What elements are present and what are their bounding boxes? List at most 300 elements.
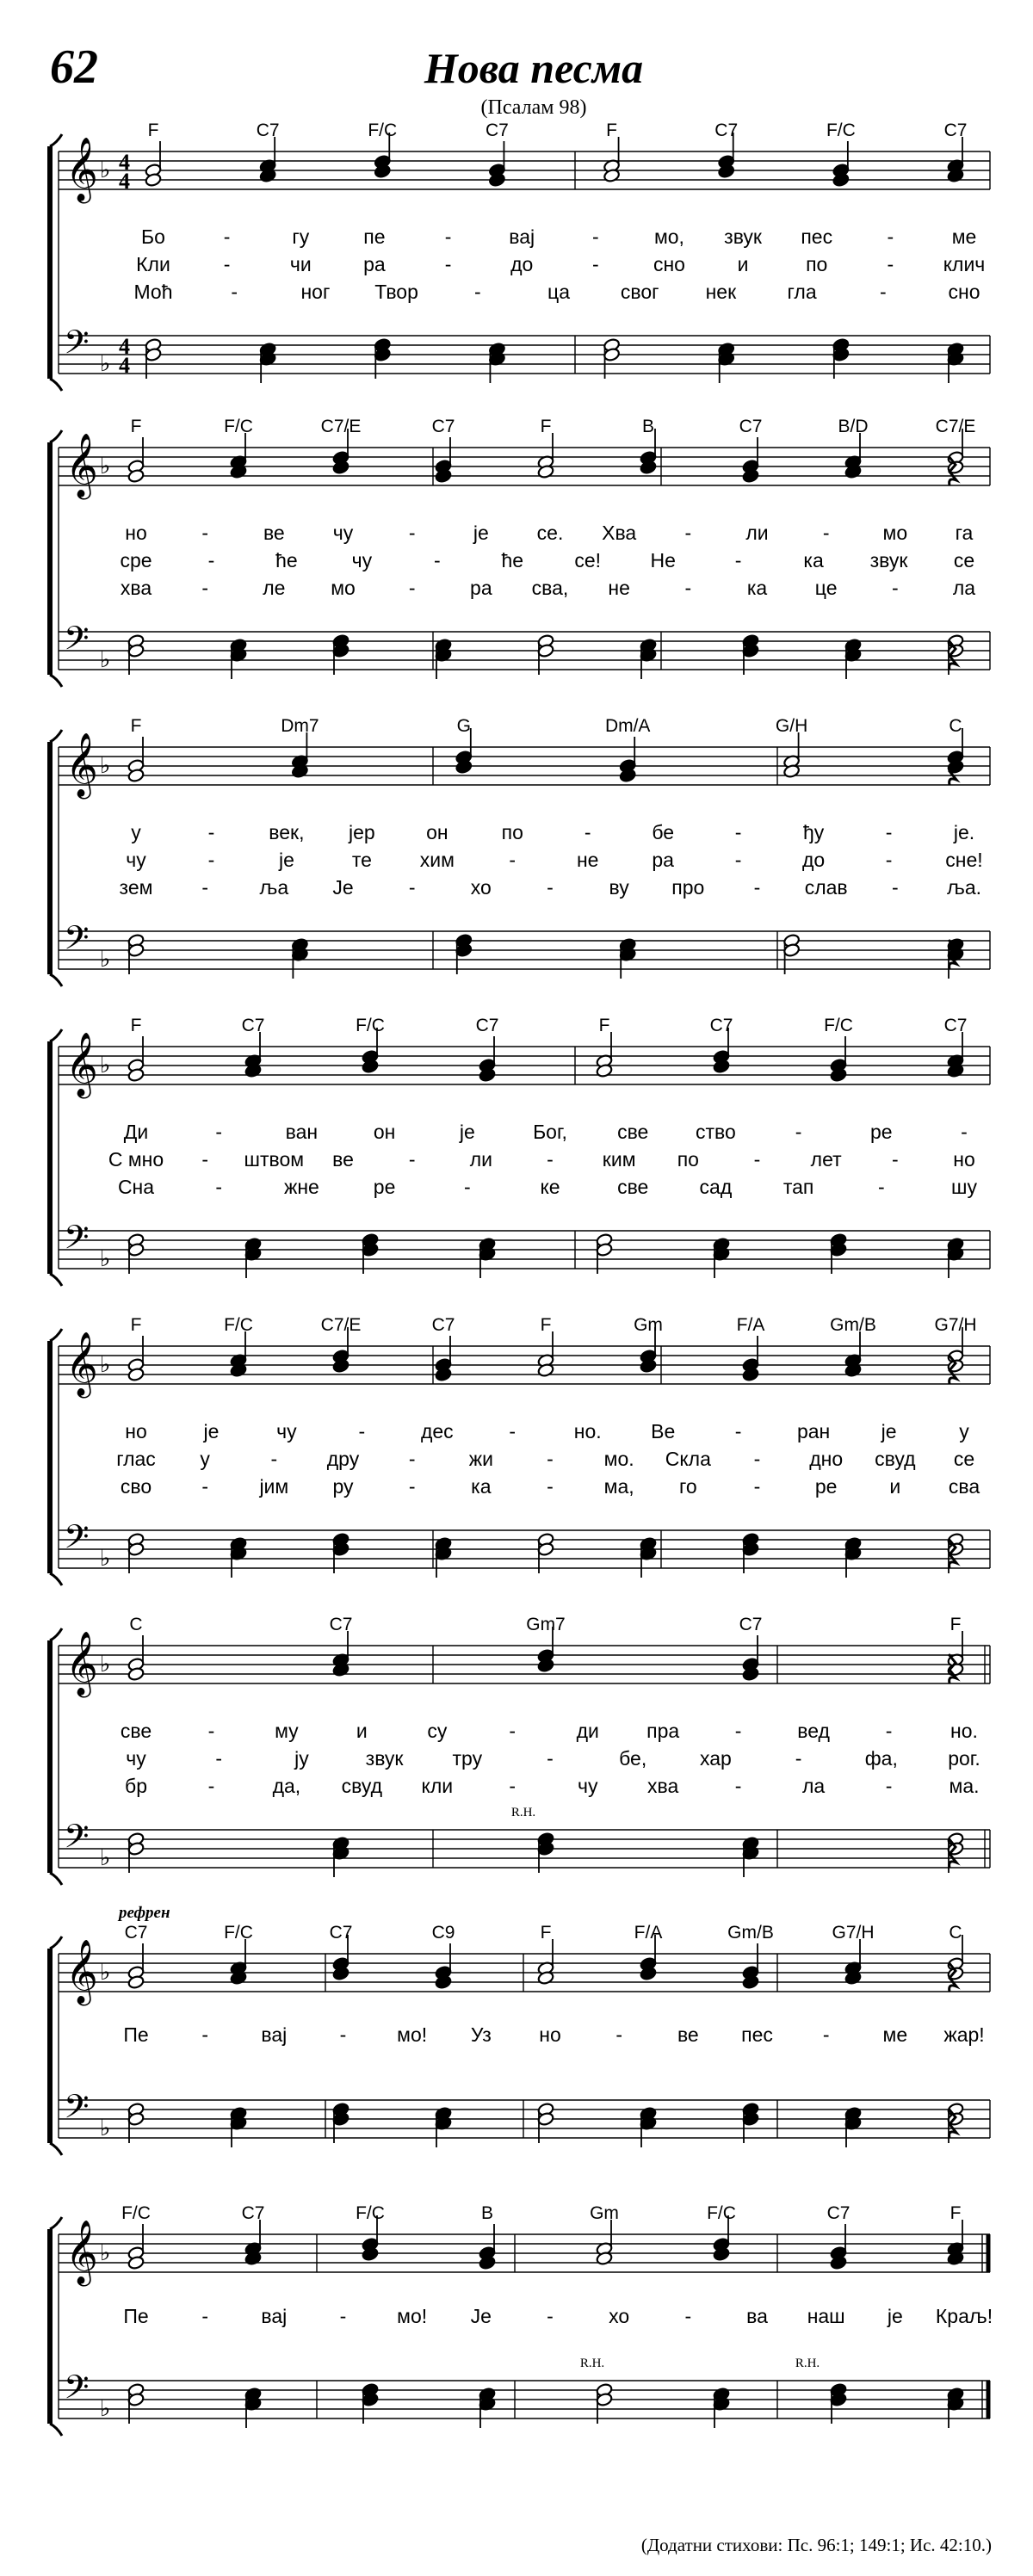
lyric-syllable: ма. [949, 1775, 980, 1797]
flat-key-signature: ♭ [100, 158, 111, 183]
song-number: 62 [50, 40, 98, 94]
lyric-syllable: штвом [244, 1148, 305, 1171]
time-signature-top: 4 [119, 150, 130, 175]
system-bracket [50, 379, 62, 391]
system-bracket [50, 2143, 62, 2155]
lyric-hyphen: - [891, 577, 899, 599]
treble-clef-icon: 𝄞 [65, 1940, 98, 2004]
right-hand-marking: R.H. [579, 2357, 605, 2370]
system-bracket [50, 1329, 62, 1341]
lyric-syllable: дру [326, 1448, 360, 1470]
lyric-hyphen: - [591, 225, 599, 248]
lyric-syllable: мо. [603, 1448, 634, 1470]
lyric-syllable: вај [261, 2023, 288, 2046]
lyric-hyphen: - [885, 849, 893, 871]
lyric-syllable: Је [332, 876, 354, 899]
lyric-syllable: бе [652, 821, 675, 843]
chord-symbol: F [949, 1615, 962, 1634]
bass-staff [59, 336, 990, 374]
flat-key-signature: ♭ [100, 454, 111, 479]
lyric-syllable: Скла [665, 1448, 711, 1470]
treble-clef-icon: 𝄞 [65, 434, 98, 497]
chord-symbol: Gm [590, 2203, 619, 2223]
chord-symbol: F/C [356, 1016, 385, 1035]
lyric-syllable: ју [294, 1747, 309, 1770]
lyric-syllable: хо [470, 876, 492, 899]
flat-key-signature: ♭ [100, 351, 111, 377]
chord-symbol: F/C [368, 120, 398, 140]
chord-symbol: C [949, 716, 962, 736]
refrain-label: рефрен [119, 1904, 170, 1922]
lyric-hyphen: - [201, 876, 209, 899]
lyric-hyphen: - [223, 225, 231, 248]
lyric-syllable: глас [116, 1448, 156, 1470]
lyric-hyphen: - [891, 876, 899, 899]
lyric-syllable: наш [807, 2305, 845, 2327]
lyric-syllable: хва [120, 577, 152, 599]
lyric-syllable: ка [803, 549, 824, 571]
lyric-hyphen: - [734, 1775, 742, 1797]
lyric-syllable: це [814, 577, 838, 599]
lyric-syllable: но [539, 2023, 561, 2046]
bass-clef-icon: 𝄢 [64, 2368, 90, 2414]
lyric-syllable: сво [120, 1475, 152, 1498]
lyric-syllable: ким [602, 1148, 636, 1171]
lyric-syllable: ство [696, 1121, 736, 1143]
chord-symbol: C7 [431, 417, 455, 436]
lyric-hyphen: - [734, 821, 742, 843]
flat-key-signature: ♭ [100, 1652, 111, 1677]
lyric-hyphen: - [615, 2023, 623, 2046]
lyric-syllable: но [953, 1148, 975, 1171]
lyric-syllable: бр [125, 1775, 147, 1797]
lyric-hyphen: - [215, 1176, 223, 1198]
system-bracket [50, 730, 62, 742]
lyric-hyphen: - [753, 876, 761, 899]
lyric-syllable: ља [259, 876, 289, 899]
lyric-syllable: по [806, 253, 828, 275]
lyric-syllable: го [678, 1475, 697, 1498]
lyric-syllable: сно [948, 281, 980, 303]
chord-symbol: C7 [943, 1016, 968, 1035]
flat-key-signature: ♭ [100, 753, 111, 779]
lyric-syllable: јер [349, 821, 375, 843]
lyric-hyphen: - [207, 849, 215, 871]
lyric-syllable: но [125, 1420, 147, 1442]
bass-staff [59, 2381, 990, 2418]
lyric-syllable: све [617, 1121, 649, 1143]
lyric-hyphen: - [547, 2305, 554, 2327]
lyric-syllable: слав [804, 876, 848, 899]
lyric-syllable: мо, [653, 225, 684, 248]
lyric-syllable: ла [952, 577, 976, 599]
chord-symbol: C9 [431, 1923, 455, 1943]
chord-symbol: C7 [943, 120, 968, 140]
lyric-syllable: сва [948, 1475, 980, 1498]
lyric-hyphen: - [215, 1747, 223, 1770]
chord-symbol: F [540, 417, 552, 436]
lyric-hyphen: - [885, 1775, 893, 1797]
lyric-hyphen: - [207, 821, 215, 843]
lyric-syllable: хим [419, 849, 455, 871]
chord-symbol: F [130, 1016, 142, 1035]
right-hand-marking: R.H. [510, 1806, 536, 1819]
lyric-syllable: ве [332, 1148, 354, 1171]
lyric-hyphen: - [509, 1420, 516, 1442]
chord-symbol: G7/H [832, 1923, 875, 1943]
chord-symbol: F [949, 2203, 962, 2223]
music-system-1 [50, 120, 990, 391]
lyric-syllable: ран [796, 1420, 831, 1442]
lyric-hyphen: - [201, 522, 209, 544]
lyric-syllable: про [671, 876, 705, 899]
lyric-syllable: сне! [945, 849, 983, 871]
lyric-syllable: Ве [651, 1420, 676, 1442]
treble-clef-icon: 𝄞 [65, 1332, 98, 1396]
chord-symbol: C [949, 1923, 962, 1943]
chord-symbol: C7 [329, 1923, 353, 1943]
lyric-syllable: вај [509, 225, 535, 248]
chord-symbol: F [130, 1315, 142, 1335]
chord-symbol: G [456, 716, 471, 736]
lyric-hyphen: - [887, 225, 894, 248]
lyric-syllable: ли [745, 522, 769, 544]
lyric-hyphen: - [201, 577, 209, 599]
lyric-syllable: Пе [123, 2023, 149, 2046]
lyric-hyphen: - [201, 1475, 209, 1498]
system-bracket [50, 1628, 62, 1640]
lyric-syllable: сно [653, 253, 685, 275]
lyric-syllable: ва [746, 2305, 768, 2327]
lyric-syllable: се [953, 1448, 975, 1470]
lyric-hyphen: - [509, 1720, 516, 1742]
system-bracket [50, 1029, 62, 1041]
lyric-hyphen: - [215, 1121, 223, 1143]
chord-symbol: C7/E [320, 1315, 362, 1335]
lyric-syllable: звук [869, 549, 908, 571]
lyric-syllable: хар [699, 1747, 732, 1770]
lyric-syllable: до [801, 849, 826, 871]
treble-clef-icon: 𝄞 [65, 1033, 98, 1096]
lyric-syllable: ма, [603, 1475, 634, 1498]
system-bracket [50, 974, 62, 986]
system-bracket [50, 1573, 62, 1585]
chord-symbol: C7 [826, 2203, 851, 2223]
lyric-syllable: жне [283, 1176, 319, 1198]
lyric-syllable: С мно [108, 1148, 164, 1171]
lyric-syllable: свуд [341, 1775, 383, 1797]
chord-symbol: C7 [475, 1016, 499, 1035]
lyric-syllable: Моћ [133, 281, 173, 303]
lyric-syllable: у [200, 1448, 210, 1470]
lyric-syllable: но. [950, 1720, 978, 1742]
lyric-hyphen: - [584, 821, 591, 843]
chord-symbol: F/A [634, 1923, 663, 1943]
lyric-hyphen: - [207, 1775, 215, 1797]
lyric-syllable: хва [647, 1775, 679, 1797]
lyric-syllable: нек [705, 281, 737, 303]
lyric-hyphen: - [547, 876, 554, 899]
lyric-syllable: Бог, [533, 1121, 567, 1143]
lyric-syllable: и [356, 1720, 368, 1742]
lyric-syllable: не [576, 849, 599, 871]
bass-staff [59, 1830, 990, 1868]
lyric-hyphen: - [433, 549, 441, 571]
lyric-syllable: мо! [397, 2023, 428, 2046]
lyric-hyphen: - [753, 1475, 761, 1498]
system-bracket [50, 2424, 62, 2436]
lyric-syllable: ра [652, 849, 674, 871]
treble-clef-icon: 𝄞 [65, 733, 98, 797]
lyric-hyphen: - [444, 225, 452, 248]
chord-symbol: C7 [739, 417, 763, 436]
lyric-hyphen: - [961, 1121, 968, 1143]
chord-symbol: F/C [707, 2203, 736, 2223]
lyric-syllable: Ди [123, 1121, 149, 1143]
treble-staff [59, 151, 990, 189]
time-signature-bottom: 4 [119, 353, 130, 378]
lyric-syllable: тап [782, 1176, 814, 1198]
treble-staff [59, 2234, 990, 2272]
flat-key-signature: ♭ [100, 647, 111, 673]
lyric-syllable: тру [452, 1747, 483, 1770]
system-bracket [50, 675, 62, 687]
lyric-hyphen: - [734, 1420, 742, 1442]
lyric-syllable: дно [809, 1448, 844, 1470]
chord-symbol: F/C [224, 1923, 253, 1943]
chord-symbol: C7 [124, 1923, 148, 1943]
lyric-syllable: мо [882, 522, 908, 544]
lyric-hyphen: - [339, 2023, 347, 2046]
system-bracket [50, 430, 62, 442]
lyric-syllable: по [501, 821, 523, 843]
lyric-syllable: ке [540, 1176, 560, 1198]
lyric-syllable: ве [677, 2023, 699, 2046]
lyric-hyphen: - [753, 1148, 761, 1171]
lyric-syllable: он [373, 1121, 396, 1143]
lyric-syllable: ра [470, 577, 492, 599]
lyric-syllable: не [608, 577, 630, 599]
lyric-syllable: Хва [602, 522, 637, 544]
lyric-syllable: се. [536, 522, 564, 544]
bass-clef-icon: 𝄢 [64, 1517, 90, 1564]
chord-symbol: F/C [224, 417, 253, 436]
music-system-2 [50, 417, 990, 687]
time-signature-bottom: 4 [119, 169, 130, 194]
time-signature-top: 4 [119, 334, 130, 359]
lyric-syllable: фа, [864, 1747, 898, 1770]
lyric-syllable: јим [259, 1475, 289, 1498]
chord-symbol: C7 [485, 120, 509, 140]
lyric-syllable: век, [269, 821, 305, 843]
lyric-syllable: чу [351, 549, 373, 571]
system-bracket [50, 1274, 62, 1286]
lyric-syllable: ле [263, 577, 286, 599]
lyric-hyphen: - [822, 2023, 830, 2046]
lyric-syllable: звук [365, 1747, 404, 1770]
chord-symbol: C7 [241, 1016, 265, 1035]
lyric-syllable: свог [620, 281, 659, 303]
lyric-hyphen: - [408, 577, 416, 599]
lyric-syllable: шу [951, 1176, 977, 1198]
system-bracket [50, 1937, 62, 1949]
lyric-hyphen: - [734, 549, 742, 571]
lyric-syllable: мо! [397, 2305, 428, 2327]
chord-symbol: F [130, 716, 142, 736]
lyric-syllable: ца [547, 281, 570, 303]
lyric-hyphen: - [547, 1747, 554, 1770]
system-bracket [50, 2217, 62, 2229]
lyric-hyphen: - [547, 1148, 554, 1171]
lyric-hyphen: - [408, 1448, 416, 1470]
lyric-hyphen: - [795, 1747, 802, 1770]
chord-symbol: C7 [739, 1615, 763, 1634]
right-hand-marking: R.H. [795, 2357, 820, 2370]
lyric-syllable: чу [332, 522, 354, 544]
lyric-syllable: и [889, 1475, 901, 1498]
lyric-syllable: он [426, 821, 448, 843]
lyric-syllable: клич [943, 253, 986, 275]
lyric-syllable: чу [126, 849, 146, 871]
lyric-hyphen: - [891, 1148, 899, 1171]
lyric-hyphen: - [822, 522, 830, 544]
lyric-syllable: чу [577, 1775, 598, 1797]
lyric-hyphen: - [408, 1475, 416, 1498]
lyric-syllable: сад [699, 1176, 733, 1198]
chord-symbol: B/D [838, 417, 869, 436]
chord-symbol: F [540, 1923, 552, 1943]
lyric-syllable: до [510, 253, 534, 275]
lyric-syllable: Уз [470, 2023, 492, 2046]
flat-key-signature: ♭ [100, 2116, 111, 2141]
lyric-syllable: у [959, 1420, 969, 1442]
music-system-4 [50, 1016, 990, 1286]
lyric-syllable: је [459, 1121, 475, 1143]
lyric-hyphen: - [201, 2305, 209, 2327]
flat-key-signature: ♭ [100, 1960, 111, 1986]
additional-verses-footnote: (Додатни стихови: Пс. 96:1; 149:1; Ис. 42:10.) [640, 2535, 992, 2555]
flat-key-signature: ♭ [100, 1352, 111, 1378]
music-system-8 [50, 2203, 993, 2436]
chord-symbol: F/C [826, 120, 856, 140]
lyric-hyphen: - [473, 281, 481, 303]
chord-symbol: C7 [709, 1016, 733, 1035]
chord-symbol: F [147, 120, 159, 140]
lyric-syllable: да, [272, 1775, 301, 1797]
lyric-hyphen: - [877, 1176, 885, 1198]
treble-staff [59, 747, 990, 785]
lyric-hyphen: - [753, 1448, 761, 1470]
lyric-syllable: ме [951, 225, 977, 248]
lyric-hyphen: - [547, 1475, 554, 1498]
lyric-syllable: ља. [946, 876, 982, 899]
chord-symbol: C7 [431, 1315, 455, 1335]
lyric-hyphen: - [734, 849, 742, 871]
lyric-hyphen: - [444, 253, 452, 275]
lyric-hyphen: - [734, 1720, 742, 1742]
lyric-syllable: пес [741, 2023, 773, 2046]
lyric-syllable: је. [953, 821, 975, 843]
lyric-syllable: ног [300, 281, 331, 303]
lyric-syllable: је [278, 849, 294, 871]
lyric-syllable: бе, [619, 1747, 647, 1770]
lyric-syllable: Бо [141, 225, 165, 248]
bass-clef-icon: 𝄢 [64, 1218, 90, 1264]
lyric-syllable: ла [801, 1775, 826, 1797]
lyric-hyphen: - [223, 253, 231, 275]
chord-symbol: C7 [256, 120, 280, 140]
lyric-hyphen: - [509, 849, 516, 871]
chord-symbol: F [606, 120, 617, 140]
lyric-hyphen: - [887, 253, 894, 275]
lyric-hyphen: - [879, 281, 887, 303]
lyric-syllable: је [203, 1420, 220, 1442]
lyric-hyphen: - [339, 2305, 347, 2327]
lyric-syllable: су [427, 1720, 448, 1742]
lyric-syllable: ву [609, 876, 629, 899]
system-bracket [50, 134, 62, 146]
chord-symbol: G7/H [934, 1315, 977, 1335]
lyric-syllable: пес [801, 225, 833, 248]
flat-key-signature: ♭ [100, 1845, 111, 1871]
lyric-syllable: ре [814, 1475, 838, 1498]
lyric-syllable: сва, [531, 577, 569, 599]
lyric-syllable: лет [810, 1148, 842, 1171]
chord-symbol: F [130, 417, 142, 436]
lyric-syllable: ван [285, 1121, 319, 1143]
music-system-3 [50, 716, 990, 986]
lyric-syllable: чу [126, 1747, 146, 1770]
lyric-syllable: зем [119, 876, 153, 899]
chord-symbol: B [641, 417, 655, 436]
chord-symbol: Gm7 [526, 1615, 566, 1634]
chord-symbol: F/C [356, 2203, 385, 2223]
bass-clef-icon: 𝄢 [64, 918, 90, 965]
lyric-syllable: ди [576, 1720, 599, 1742]
lyric-hyphen: - [885, 821, 893, 843]
chord-symbol: F/C [121, 2203, 151, 2223]
lyric-syllable: све [120, 1720, 152, 1742]
lyric-syllable: се! [574, 549, 602, 571]
lyric-syllable: ка [746, 577, 768, 599]
chord-symbol: Gm/B [727, 1923, 774, 1943]
lyric-syllable: вај [261, 2305, 288, 2327]
chord-symbol: G/H [775, 716, 808, 736]
lyric-hyphen: - [270, 1448, 278, 1470]
lyric-syllable: мо [331, 577, 356, 599]
lyric-syllable: је [473, 522, 489, 544]
lyric-hyphen: - [684, 2305, 692, 2327]
lyric-syllable: у [131, 821, 141, 843]
lyric-syllable: свуд [875, 1448, 916, 1470]
chord-symbol: F/A [736, 1315, 765, 1335]
chord-symbol: C7/E [320, 417, 362, 436]
lyric-syllable: гла [787, 281, 817, 303]
lyric-syllable: ре [870, 1121, 893, 1143]
lyric-syllable: кли [421, 1775, 454, 1797]
chord-symbol: F/C [824, 1016, 853, 1035]
song-title: Нова песма [424, 44, 644, 92]
lyric-syllable: ру [332, 1475, 354, 1498]
lyric-syllable: чу [276, 1420, 297, 1442]
chord-symbol: B [480, 2203, 494, 2223]
lyric-hyphen: - [201, 2023, 209, 2046]
lyric-syllable: Твор [374, 281, 418, 303]
lyric-syllable: му [275, 1720, 299, 1742]
lyric-syllable: Сна [117, 1176, 155, 1198]
lyric-syllable: хо [609, 2305, 630, 2327]
lyric-syllable: све [617, 1176, 649, 1198]
